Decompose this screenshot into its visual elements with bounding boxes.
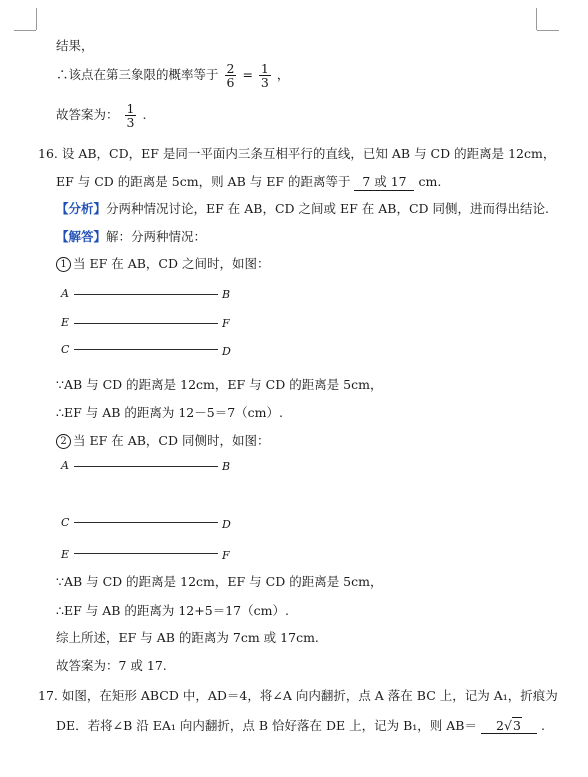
fig2-label-B: B xyxy=(222,460,231,473)
fig1-label-A: A xyxy=(61,287,69,300)
crop-mark-right-h xyxy=(537,30,559,31)
crop-mark-left-v xyxy=(36,8,37,30)
fraction-2-6: $\frac{2}{6}$ xyxy=(226,61,235,91)
fig1-line-AB xyxy=(74,294,218,295)
fig1-label-B: B xyxy=(222,288,231,301)
fig2-line-CD xyxy=(74,522,218,523)
q16-case1-reason: ∵AB 与 CD 的距离是 12cm，EF 与 CD 的距离是 5cm， xyxy=(56,377,383,392)
fig2-line-EF xyxy=(74,553,218,554)
fig1-label-F: F xyxy=(222,317,230,330)
fig1-label-E: E xyxy=(61,316,70,329)
q16-line1 xyxy=(38,144,555,162)
fig1-line-EF xyxy=(74,323,218,324)
equals-sign: = xyxy=(242,67,253,83)
circled-number-1: 1 xyxy=(56,257,71,272)
probability-text: ∴该点在第三象限的概率等于 xyxy=(56,67,219,83)
q17-line2: DE．若将∠B 沿 EA₁ 向内翻折，点 B 恰好落在 DE 上，记为 B₁，则 AB＝ 2√3 . xyxy=(56,718,545,733)
q16-case2: 2 当 EF 在 AB，CD 同侧时，如图： xyxy=(56,431,270,449)
q16-line2: EF 与 CD 的距离是 5cm，则 AB 与 EF 的距离等于 7 或 17 cm. xyxy=(56,174,442,189)
fig2-label-C: C xyxy=(61,516,70,529)
analysis-text: 分两种情况讨论，EF 在 AB，CD 之间或 EF 在 AB，CD 同侧，进而得出结论. xyxy=(106,201,549,216)
q16-case2-result: ∴EF 与 AB 的距离为 12+5＝17（cm）. xyxy=(56,603,289,618)
fig1-label-D: D xyxy=(222,345,231,358)
q17-answer-blank: 2√3 xyxy=(481,718,537,734)
q17-number: 17. xyxy=(38,688,58,703)
solution-text: 解：分两种情况： xyxy=(106,229,207,244)
q17-line1 xyxy=(38,686,558,704)
fig2-line-AB xyxy=(74,466,218,467)
fig1-label-C: C xyxy=(61,343,70,356)
q16-case2-reason: ∵AB 与 CD 的距离是 12cm，EF 与 CD 的距离是 5cm， xyxy=(56,574,383,589)
answer-label: 故答案为： xyxy=(56,107,119,123)
q16-answer-blank: 7 或 17 xyxy=(354,172,414,191)
circled-number-2: 2 xyxy=(56,434,71,449)
q16-solution xyxy=(56,227,206,245)
fig2-label-A: A xyxy=(61,459,69,472)
solution-tag: 【解答】 xyxy=(56,229,107,244)
q16-summary: 综上所述，EF 与 AB 的距离为 7cm 或 17cm. xyxy=(56,630,319,645)
answer-fraction: $\frac{1}{3}$ xyxy=(126,101,135,131)
answer-line-1: 故答案为： $\frac{1}{3}$ . xyxy=(56,101,147,131)
q17-statement: 如图，在矩形 ABCD 中，AD＝4，将∠A 向内翻折，点 A 落在 BC 上，记为 A₁，折痕为 xyxy=(61,688,558,703)
result-line: 结果， xyxy=(56,38,94,53)
probability-line: ∴该点在第三象限的概率等于 $\frac{2}{6}$ = $\frac{1}{3}$ ， xyxy=(56,61,290,91)
q16-case1-result: ∴EF 与 AB 的距离为 12－5＝7（cm）. xyxy=(56,405,283,420)
q16-answer: 故答案为：7 或 17. xyxy=(56,658,167,673)
q16-case1: 1 当 EF 在 AB，CD 之间时，如图： xyxy=(56,254,270,272)
fig2-label-E: E xyxy=(61,548,70,561)
fig2-label-F: F xyxy=(222,549,230,562)
q16-statement: 设 AB，CD，EF 是同一平面内三条互相平行的直线，已知 AB 与 CD 的距离是 12cm， xyxy=(61,146,556,161)
fraction-1-3: $\frac{1}{3}$ xyxy=(260,61,269,91)
q16-analysis xyxy=(56,199,549,217)
analysis-tag: 【分析】 xyxy=(56,201,107,216)
q16-number: 16. xyxy=(38,146,58,161)
crop-mark-left-h xyxy=(14,30,36,31)
crop-mark-right-v xyxy=(536,8,537,30)
fig2-label-D: D xyxy=(222,518,231,531)
fig1-line-CD xyxy=(74,349,218,350)
